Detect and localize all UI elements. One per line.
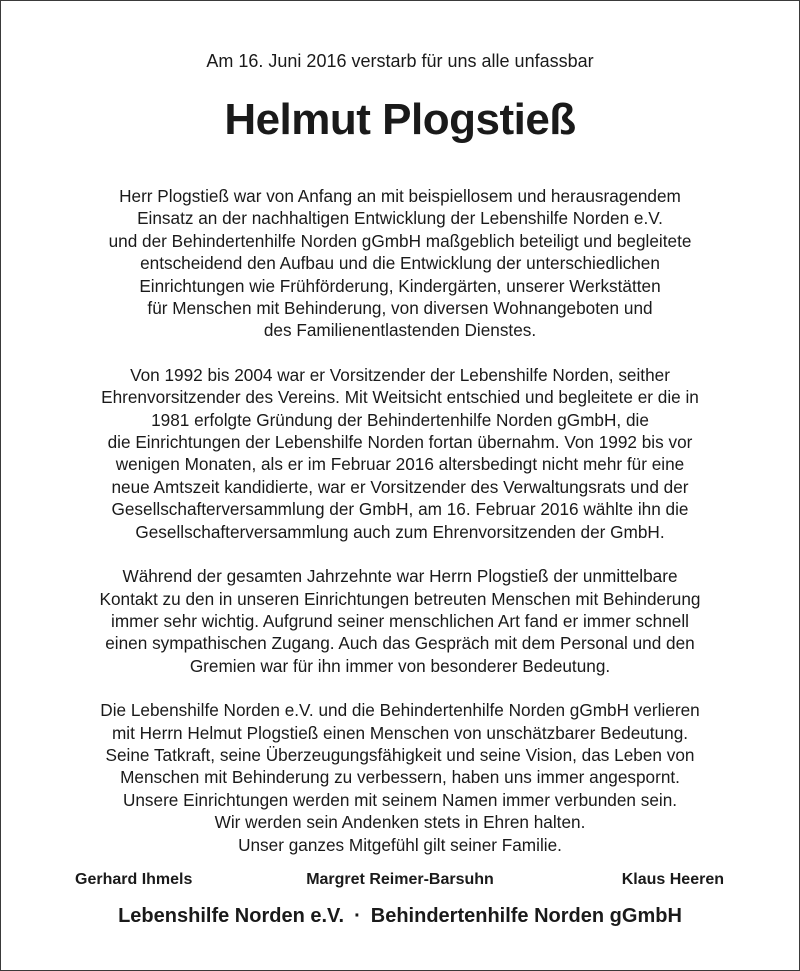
text-line: die Einrichtungen der Lebenshilfe Norden fortan übernahm. Von 1992 bis vor	[107, 432, 693, 453]
text-line: Einrichtungen wie Frühförderung, Kindergärten, unserer Werkstätten	[139, 275, 661, 296]
text-line: Menschen mit Behinderung zu verbessern, haben uns immer angespornt.	[120, 767, 680, 788]
organization-name: Behindertenhilfe Norden gGmbH	[370, 905, 682, 927]
text-line: 1981 erfolgte Gründung der Behindertenhilfe Norden gGmbH, die	[151, 409, 649, 430]
signer-name: Margret Reimer-Barsuhn	[306, 871, 494, 888]
text-line: mit Herrn Helmut Plogstieß einen Menschen von unschätzbarer Bedeutung.	[111, 722, 689, 743]
text-line: Wir werden sein Andenken stets in Ehren halten.	[214, 812, 586, 833]
organizations-line	[0, 902, 800, 930]
text-line: des Familienentlastenden Dienstes.	[263, 320, 537, 341]
text-line: Herr Plogstieß war von Anfang an mit beispiellosem und herausragendem	[119, 186, 681, 206]
notice-body	[40, 185, 760, 878]
text-line: für Menschen mit Behinderung, von diversen Wohnangeboten und	[147, 298, 653, 319]
text-line: Ehrenvorsitzender des Vereins. Mit Weitsicht entschied und begleitete er die in	[101, 387, 699, 408]
signer-name: Klaus Heeren	[621, 871, 724, 888]
text-line: Kontakt zu den in unseren Einrichtungen betreuten Menschen mit Behinderung	[99, 588, 701, 609]
text-line: Von 1992 bis 2004 war er Vorsitzender der Lebenshilfe Norden, seither	[130, 364, 670, 385]
paragraph-2	[40, 364, 760, 543]
text-line: immer sehr wichtig. Aufgrund seiner menschlichen Art fand er immer schnell	[111, 610, 689, 631]
paragraph-1	[40, 185, 760, 342]
separator-dot: ·	[354, 905, 361, 927]
text-line: Gesellschafterversammlung auch zum Ehrenvorsitzenden der GmbH.	[135, 521, 665, 542]
paragraph-4	[40, 699, 760, 856]
intro-text: Am 16. Juni 2016 verstarb für uns alle unfassbar	[206, 51, 594, 71]
text-line: Gremien war für ihn immer von besonderer Bedeutung.	[189, 655, 611, 676]
text-line: Seine Tatkraft, seine Überzeugungsfähigkeit und seine Vision, das Leben von	[105, 744, 695, 765]
text-line: Die Lebenshilfe Norden e.V. und die Behindertenhilfe Norden gGmbH verlieren	[100, 700, 700, 721]
text-line: entscheidend den Aufbau und die Entwicklung der unterschiedlichen	[140, 253, 660, 274]
text-line: Unser ganzes Mitgefühl gilt seiner Familie.	[238, 834, 562, 855]
text-line: und der Behindertenhilfe Norden gGmbH maßgeblich beteiligt und begleitete	[108, 230, 692, 251]
text-line: neue Amtszeit kandidierte, war er Vorsitzender des Verwaltungsrats und der	[111, 476, 689, 497]
text-line: Gesellschafterversammlung der GmbH, am 16. Februar 2016 wählte ihn die	[111, 499, 689, 520]
organization-name: Lebenshilfe Norden e.V.	[118, 905, 345, 927]
signer-name: Gerhard Ihmels	[75, 871, 193, 888]
text-line: einen sympathischen Zugang. Auch das Gespräch mit dem Personal und den	[105, 633, 695, 654]
signers-row	[0, 869, 800, 891]
text-line: Unsere Einrichtungen werden mit seinem Namen immer verbunden sein.	[122, 789, 678, 810]
paragraph-3	[40, 565, 760, 677]
text-line: Einsatz an der nachhaltigen Entwicklung der Lebenshilfe Norden e.V.	[137, 208, 663, 229]
text-line: Während der gesamten Jahrzehnte war Herrn Plogstieß der unmittelbare	[122, 566, 678, 587]
text-line: wenigen Monaten, als er im Februar 2016 altersbedingt nicht mehr für eine	[115, 454, 685, 475]
deceased-name: Helmut Plogstieß	[224, 95, 576, 144]
